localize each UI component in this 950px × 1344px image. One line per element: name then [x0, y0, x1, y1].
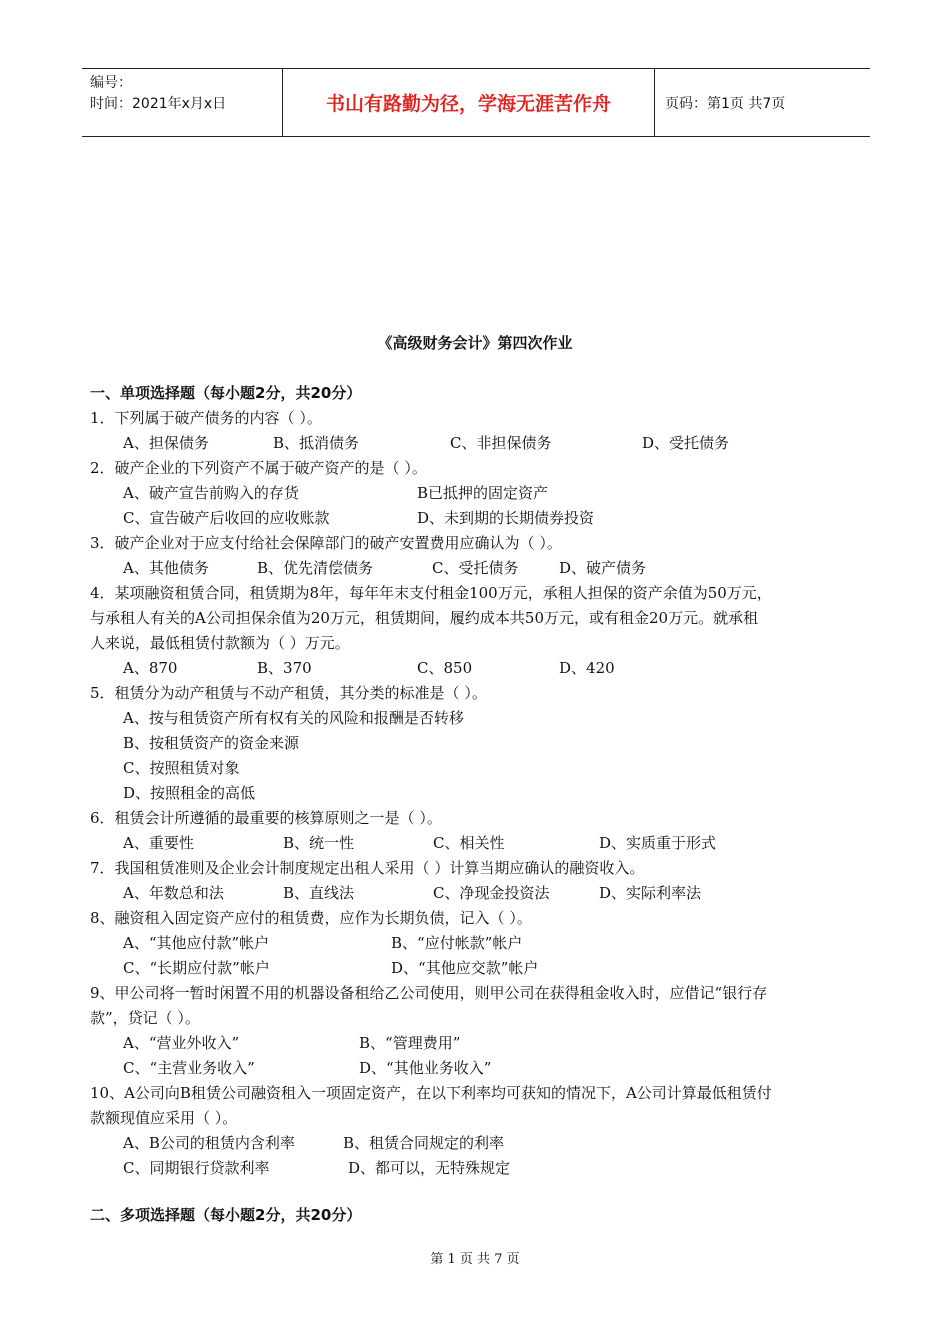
- question-10-line2: 款额现值应采用（ ）。: [90, 1109, 238, 1127]
- date-label: 时间：2021年x月x日: [90, 96, 227, 112]
- number-label: 编号：: [90, 75, 132, 91]
- option-c: C、受托债务: [432, 559, 519, 577]
- option-b: B、“应付帐款”帐户: [391, 934, 523, 952]
- section-multiple-choice: 二、多项选择题（每小题2分，共20分）: [90, 1206, 362, 1224]
- question-5: 5．租赁分为动产租赁与不动产租赁，其分类的标准是（ ）。: [90, 684, 487, 702]
- question-4-line1: 4．某项融资租赁合同，租赁期为8年，每年年末支付租金100万元，承租人担保的资产余值为50万元，: [90, 584, 772, 602]
- option-b: B、优先清偿债务: [257, 559, 374, 577]
- question-3-options: [90, 556, 860, 581]
- question-6: 6．租赁会计所遵循的最重要的核算原则之一是（ ）。: [90, 809, 442, 827]
- question-9-options-row2: [90, 1056, 860, 1081]
- question-2-options-row1: [90, 481, 860, 506]
- option-b: B已抵押的固定资产: [417, 484, 549, 502]
- option-b: B、抵消债务: [273, 434, 360, 452]
- question-10-options-row2: [90, 1156, 860, 1181]
- option-a: A、B公司的租赁内含利率: [123, 1134, 295, 1152]
- question-1: 1．下列属于破产债务的内容（ ）。: [90, 409, 322, 427]
- question-7: 7．我国租赁准则及企业会计制度规定出租人采用（ ）计算当期应确认的融资收入。: [90, 859, 645, 877]
- option-a: A、“其他应付款”帐户: [123, 934, 270, 952]
- question-9-options-row1: [90, 1031, 860, 1056]
- option-c: C、“长期应付款”帐户: [123, 959, 270, 977]
- question-5-option-d: D、按照租金的高低: [123, 784, 256, 802]
- question-10-options-row1: [90, 1131, 860, 1156]
- page-header: [82, 68, 870, 137]
- question-4-line2: 与承租人有关的A公司担保余值为20万元，租赁期间，履约成本共50万元，或有租金20万元。就承租: [90, 609, 759, 627]
- option-d: D、实质重于形式: [599, 834, 717, 852]
- question-9-line2: 款”，贷记（ ）。: [90, 1009, 200, 1027]
- header-motto: 书山有路勤为径，学海无涯苦作舟: [282, 69, 655, 136]
- option-c: C、“主营业务收入”: [123, 1059, 255, 1077]
- option-d: D、“其他应交款”帐户: [391, 959, 539, 977]
- section-single-choice: 一、单项选择题（每小题2分，共20分）: [90, 384, 362, 402]
- option-a: A、“营业外收入”: [123, 1034, 240, 1052]
- option-d: D、未到期的长期债券投资: [417, 509, 595, 527]
- question-7-options: [90, 881, 860, 906]
- header-page-label: 页码：第1页 共7页: [665, 95, 786, 112]
- option-b: B、统一性: [283, 834, 355, 852]
- option-c: C、非担保债务: [450, 434, 552, 452]
- document-title: 《高级财务会计》第四次作业: [377, 334, 573, 352]
- question-6-options: [90, 831, 860, 856]
- option-b: B、直线法: [283, 884, 355, 902]
- question-2-options-row2: [90, 506, 860, 531]
- option-a: A、其他债务: [123, 559, 209, 577]
- option-a: A、870: [123, 659, 178, 677]
- option-c: C、850: [417, 659, 473, 677]
- option-a: A、年数总和法: [123, 884, 224, 902]
- option-d: D、都可以，无特殊规定: [348, 1159, 511, 1177]
- page-footer: 第 1 页 共 7 页: [430, 1252, 520, 1267]
- question-1-options: [90, 431, 860, 456]
- option-d: D、“其他业务收入”: [359, 1059, 492, 1077]
- option-a: A、破产宣告前购入的存货: [123, 484, 299, 502]
- option-d: D、受托债务: [642, 434, 730, 452]
- option-c: C、净现金投资法: [433, 884, 550, 902]
- option-a: A、担保债务: [123, 434, 209, 452]
- question-9-line1: 9、甲公司将一暂时闲置不用的机器设备租给乙公司使用，则甲公司在获得租金收入时，应借记“银行存: [90, 984, 768, 1002]
- option-d: D、420: [559, 659, 615, 677]
- option-d: D、破产债务: [559, 559, 647, 577]
- option-b: B、“管理费用”: [359, 1034, 461, 1052]
- option-b: B、租赁合同规定的利率: [343, 1134, 505, 1152]
- question-2: 2．破产企业的下列资产不属于破产资产的是（ ）。: [90, 459, 427, 477]
- option-d: D、实际利率法: [599, 884, 702, 902]
- question-10-line1: 10、A公司向B租赁公司融资租入一项固定资产，在以下利率均可获知的情况下，A公司计算最低租赁付: [90, 1084, 772, 1102]
- option-c: C、相关性: [433, 834, 505, 852]
- option-b: B、370: [257, 659, 312, 677]
- question-3: 3．破产企业对于应支付给社会保障部门的破产安置费用应确认为（ ）。: [90, 534, 562, 552]
- question-8-options-row1: [90, 931, 860, 956]
- question-5-option-a: A、按与租赁资产所有权有关的风险和报酬是否转移: [123, 709, 464, 727]
- option-c: C、宣告破产后收回的应收账款: [123, 509, 330, 527]
- question-list: [90, 406, 860, 1181]
- question-8-options-row2: [90, 956, 860, 981]
- option-c: C、同期银行贷款利率: [123, 1159, 270, 1177]
- question-5-option-c: C、按照租赁对象: [123, 759, 240, 777]
- question-4-line3: 人来说，最低租赁付款额为（ ）万元。: [90, 634, 350, 652]
- question-8: 8、融资租入固定资产应付的租赁费，应作为长期负债，记入（ ）。: [90, 909, 532, 927]
- question-4-options: [90, 656, 860, 681]
- header-meta: [82, 69, 282, 136]
- option-a: A、重要性: [123, 834, 194, 852]
- question-5-option-b: B、按租赁资产的资金来源: [123, 734, 300, 752]
